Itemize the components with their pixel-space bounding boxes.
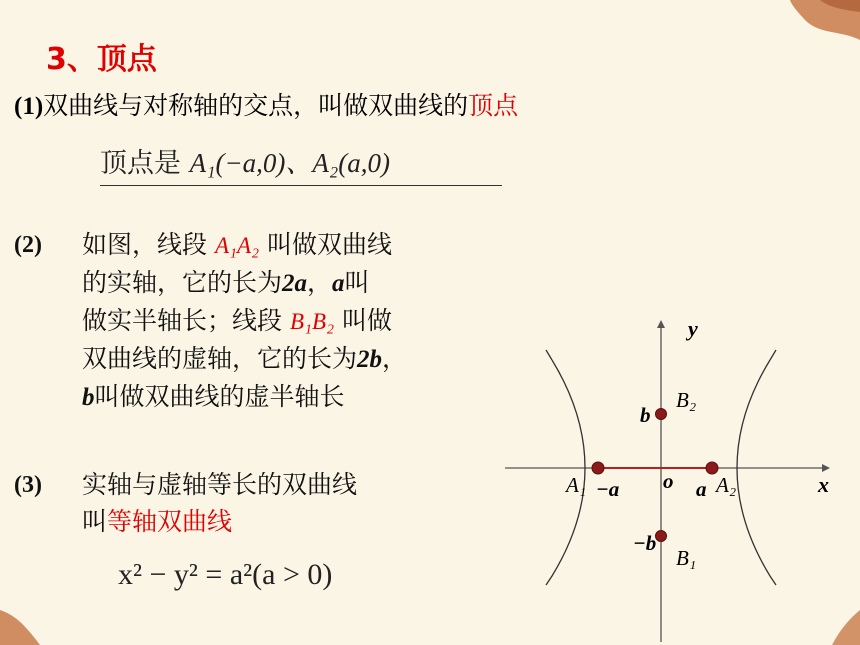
x-axis-arrow bbox=[822, 464, 830, 472]
def2-line-3 bbox=[82, 302, 512, 340]
real-axis-length: 2a bbox=[282, 270, 308, 297]
definition-1-text: 双曲线与对称轴的交点，叫做双曲线的 bbox=[43, 91, 469, 120]
label-pos-b: b bbox=[640, 403, 651, 427]
origin-label: o bbox=[663, 469, 674, 493]
label-a1: A₁ bbox=[566, 473, 587, 497]
label-pos-a: a bbox=[696, 477, 707, 501]
vertex-prefix: 顶点是 bbox=[100, 148, 181, 179]
imaginary-axis-length: 2b bbox=[357, 346, 383, 373]
y-axis-arrow bbox=[657, 320, 665, 328]
def2-text-4: 叫 bbox=[344, 268, 370, 297]
point-b1 bbox=[656, 531, 667, 542]
corner-decoration-bottom-left bbox=[0, 600, 60, 645]
hyperbola-right-branch bbox=[737, 360, 776, 585]
def2-text-2: 叫做双曲线 bbox=[267, 230, 393, 259]
b-variable: b bbox=[82, 384, 95, 411]
def2-line-1 bbox=[82, 226, 512, 264]
y-axis-label: y bbox=[688, 316, 698, 341]
section-title: 3、顶点 bbox=[46, 42, 157, 77]
point-b2 bbox=[656, 409, 667, 420]
definition-3-number: (3) bbox=[14, 472, 42, 498]
point-a1 bbox=[592, 462, 604, 474]
definition-1-number: (1) bbox=[14, 93, 44, 120]
equilateral-hyperbola-equation: x² − y² = a²(a > 0) bbox=[118, 558, 333, 591]
definition-1 bbox=[14, 86, 518, 122]
vertex-formula-line bbox=[100, 142, 502, 186]
def2-text-3: 的实轴，它的长为 bbox=[82, 268, 283, 297]
vertex-formula: A₁(−a,0)、A₂(a,0) bbox=[189, 148, 391, 178]
def2-line-5 bbox=[82, 378, 512, 416]
def2-text-6: 叫做 bbox=[342, 306, 393, 335]
def2-line-4 bbox=[82, 340, 512, 378]
definition-2 bbox=[82, 226, 512, 416]
label-b2: B₂ bbox=[676, 388, 697, 412]
label-b1: B₁ bbox=[676, 546, 697, 570]
def2-text-5: 做实半轴长；线段 bbox=[82, 306, 283, 335]
def2-text-7: 双曲线的虚轴，它的长为 bbox=[82, 344, 358, 373]
def2-text-1: 如图，线段 bbox=[82, 230, 208, 259]
x-axis-label: x bbox=[818, 472, 829, 497]
hyperbola-figure bbox=[500, 310, 845, 645]
def2-text-8: 叫做双曲线的虚半轴长 bbox=[94, 382, 345, 411]
def3-line-2 bbox=[82, 503, 482, 540]
def2-comma-2: ， bbox=[382, 344, 408, 373]
def2-comma-1: ， bbox=[307, 268, 333, 297]
corner-decoration-top-right bbox=[760, 0, 860, 60]
def3-text: 叫 bbox=[82, 507, 108, 536]
def3-highlight: 等轴双曲线 bbox=[107, 507, 233, 536]
segment-a1a2: A₁A₂ bbox=[214, 233, 260, 258]
def2-line-2 bbox=[82, 264, 512, 302]
label-a2: A₂ bbox=[716, 473, 737, 497]
a-variable: a bbox=[332, 270, 345, 297]
label-neg-a: −a bbox=[596, 477, 620, 501]
segment-b1b2: B₁B₂ bbox=[289, 309, 335, 334]
definition-1-highlight: 顶点 bbox=[468, 91, 519, 120]
definition-3 bbox=[82, 466, 482, 540]
definition-2-number: (2) bbox=[14, 232, 42, 258]
label-neg-b: −b bbox=[633, 531, 657, 555]
def3-line-1: 实轴与虚轴等长的双曲线 bbox=[82, 470, 358, 499]
